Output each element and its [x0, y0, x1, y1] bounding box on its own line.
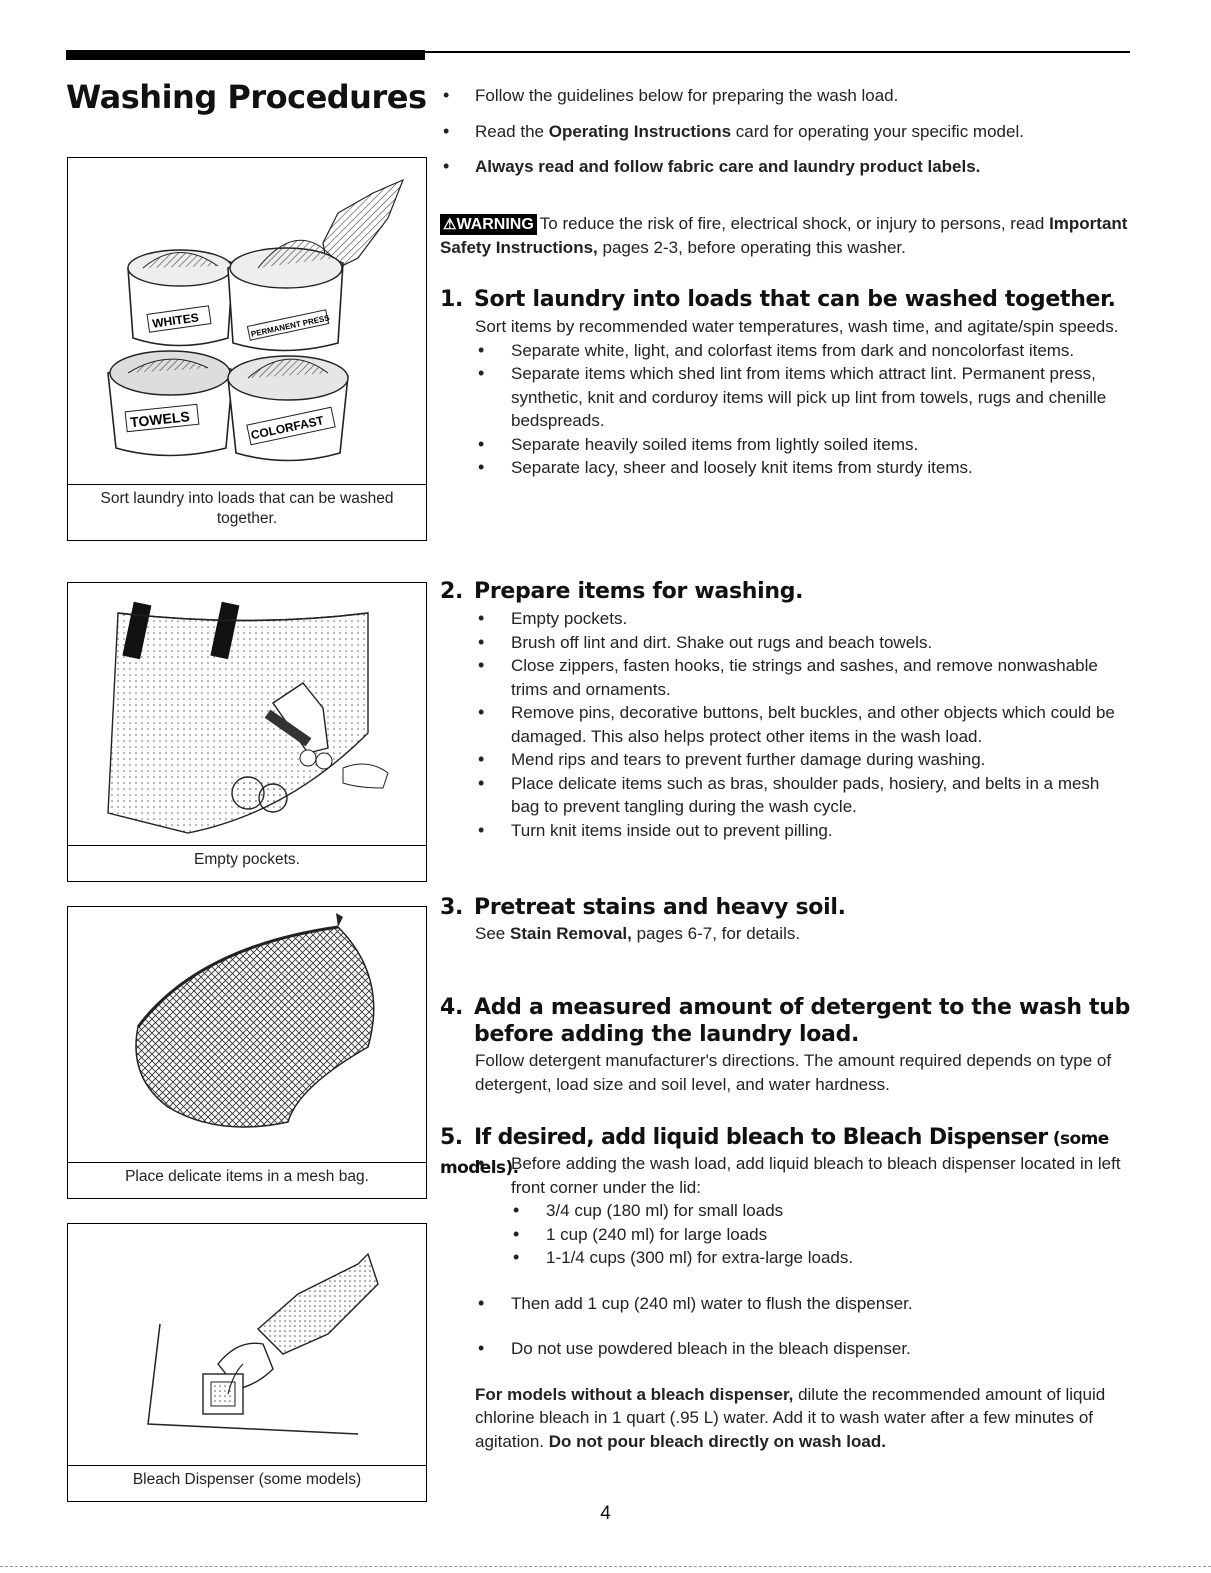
list-item: • 3/4 cup (180 ml) for small loads: [510, 1199, 1130, 1223]
intro-bullet: [440, 84, 1130, 108]
list-item: • Mend rips and tears to prevent further damage during washing.: [475, 748, 1130, 772]
list-item: • Separate items which shed lint from items which attract lint. Permanent press, synthetic, knit and corduroy items will pick up lint from towels, rugs and chenille bedspreads.: [475, 362, 1130, 433]
list-item: • Turn knit items inside out to prevent pilling.: [475, 819, 1130, 843]
figure-caption: Empty pockets.: [194, 851, 300, 868]
figure-mesh-bag: [67, 906, 427, 1199]
note-text: dilute the recommended amount of liquid chlorine bleach in 1 quart (.95 L) water. Add it to wash water after a few minutes of agitation.: [475, 1384, 1106, 1451]
step-4-heading: [440, 994, 1140, 1048]
step-number: 4.: [440, 995, 464, 1020]
note-emphasis: Do not pour bleach directly on wash load.: [548, 1431, 886, 1451]
basket-label-towels: TOWELS: [129, 408, 191, 431]
step-2-list: [475, 607, 1130, 842]
step-5-list-2: [475, 1292, 1130, 1316]
bleach-pouring-illustration: [68, 1224, 426, 1466]
step-1-heading: [440, 286, 1140, 313]
list-item: • Empty pockets.: [475, 607, 1130, 631]
step-3-body: [475, 922, 1130, 946]
page-title: Washing Procedures: [66, 78, 427, 116]
warning-triangle-icon: ⚠: [443, 216, 457, 233]
intro-bullet-text: card for operating your specific model.: [731, 121, 1024, 141]
pockets-illustration: [68, 583, 426, 846]
step-text: pages 6-7, for details.: [631, 924, 801, 943]
step-number: 2.: [440, 579, 464, 604]
warning-badge-label: WARNING: [456, 216, 534, 233]
step-4-body: [475, 1049, 1130, 1096]
intro-bullet: [440, 120, 1130, 144]
figure-caption: Place delicate items in a mesh bag.: [125, 1168, 369, 1185]
intro-bullet: [440, 155, 1130, 179]
figure-empty-pockets: [67, 582, 427, 882]
step-1-body: [475, 315, 1130, 480]
header-rule-thin: [425, 51, 1130, 53]
bleach-amount-list: [510, 1199, 1130, 1270]
figure-caption: Bleach Dispenser (some models): [132, 1471, 362, 1488]
step-number: 5.: [440, 1125, 463, 1150]
step-text: See: [475, 924, 510, 943]
list-item: • Before adding the wash load, add liquid bleach to bleach dispenser located in left front corner under the lid:: [475, 1152, 1130, 1199]
stain-removal-ref: Stain Removal,: [509, 924, 632, 943]
warning-block: [440, 212, 1130, 259]
header-rule-thick: [66, 50, 425, 60]
step-text: Follow detergent manufacturer's directions. The amount required depends on type of detergent, load size and soil level, and water hardness.: [475, 1051, 1112, 1094]
step-number: 1.: [440, 287, 464, 312]
list-item: • Separate heavily soiled items from lightly soiled items.: [475, 433, 1130, 457]
basket-label-colorfast: COLORFAST: [249, 413, 325, 443]
list-item: • 1 cup (240 ml) for large loads: [510, 1223, 1130, 1247]
step-1-list: [475, 339, 1130, 480]
step-2-heading: [440, 578, 1140, 605]
figure-caption: Sort laundry into loads that can be washed together.: [100, 490, 394, 527]
intro-bullet-text: Read the: [475, 121, 549, 141]
list-item: • Close zippers, fasten hooks, tie strings and sashes, and remove nonwashable trims and ornaments.: [475, 654, 1130, 701]
intro-bullet-text: Follow the guidelines below for preparing the wash load.: [475, 86, 899, 105]
step-number: 3.: [440, 895, 464, 920]
safety-instructions-ref: Important Safety Instructions,: [440, 214, 1128, 257]
basket-label-permanent-press: PERMANENT PRESS: [250, 313, 331, 339]
list-item: • 1-1/4 cups (300 ml) for extra-large loads.: [510, 1246, 1130, 1270]
step-5-list: [475, 1152, 1130, 1199]
step-heading-note: (some models).: [440, 1129, 1109, 1178]
warning-text: To reduce the risk of fire, electrical shock, or injury to persons, read: [539, 214, 1050, 233]
page-number: 4: [600, 1503, 611, 1524]
page-bottom-rule: [0, 1566, 1211, 1567]
step-5-list-3: [475, 1337, 1130, 1361]
list-item: • Brush off lint and dirt. Shake out rugs and beach towels.: [475, 631, 1130, 655]
step-heading-text: Pretreat stains and heavy soil.: [474, 895, 846, 920]
list-item: • Separate lacy, sheer and loosely knit items from sturdy items.: [475, 456, 1130, 480]
step-heading-text: before adding the laundry load.: [474, 1022, 860, 1047]
intro-list: [440, 84, 1130, 179]
step-text: Sort items by recommended water temperatures, wash time, and agitate/spin speeds.: [475, 317, 1119, 336]
step-heading-text: Sort laundry into loads that can be washed together.: [474, 287, 1116, 312]
step-2-body: [475, 607, 1130, 842]
intro-bullet-emphasis: Always read and follow fabric care and laundry product labels.: [475, 157, 981, 176]
note-emphasis: For models without a bleach dispenser,: [475, 1384, 794, 1404]
step-heading-text: Add a measured amount of detergent to the wash tub: [474, 995, 1131, 1020]
mesh-bag-illustration: [68, 907, 426, 1163]
figure-bleach-dispenser: [67, 1223, 427, 1502]
basket-label-whites: WHITES: [151, 310, 200, 331]
step-5-body: [475, 1152, 1130, 1453]
step-heading-text: Prepare items for washing.: [474, 579, 804, 604]
step-heading-text: If desired, add liquid bleach to Bleach Dispenser: [474, 1125, 1048, 1150]
no-dispenser-note: [475, 1383, 1130, 1454]
list-item: • Place delicate items such as bras, shoulder pads, hosiery, and belts in a mesh bag to prevent tangling during the wash cycle.: [475, 772, 1130, 819]
laundry-baskets-illustration: [68, 158, 426, 485]
list-item: • Then add 1 cup (240 ml) water to flush the dispenser.: [475, 1292, 1130, 1316]
step-3-heading: [440, 894, 1140, 921]
operating-instructions-ref: Operating Instructions: [548, 121, 732, 141]
figure-sort-laundry: [67, 157, 427, 541]
list-item: • Separate white, light, and colorfast items from dark and noncolorfast items.: [475, 339, 1130, 363]
list-item: • Do not use powdered bleach in the bleach dispenser.: [475, 1337, 1130, 1361]
intro-section: [440, 84, 1130, 191]
list-item: • Remove pins, decorative buttons, belt buckles, and other objects which could be damaged. This also helps protect other items in the wash load.: [475, 701, 1130, 748]
warning-badge: [440, 214, 537, 235]
warning-text: pages 2-3, before operating this washer.: [597, 237, 906, 257]
